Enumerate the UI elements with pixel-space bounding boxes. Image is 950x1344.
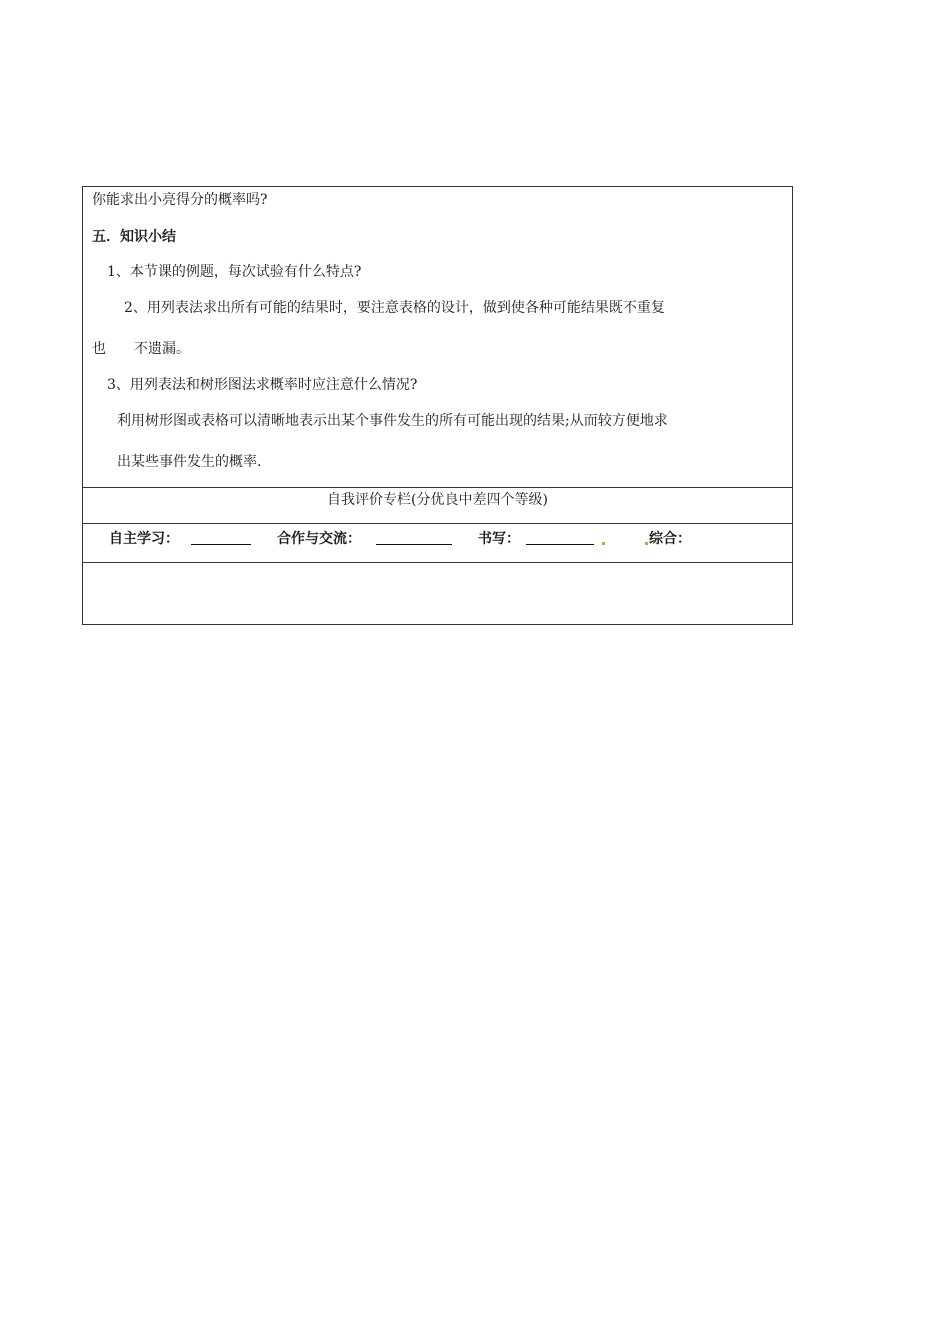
self-study-label: 自主学习：: [109, 531, 179, 547]
evaluation-notes-area[interactable]: [83, 563, 792, 623]
mark-dot: [645, 542, 648, 545]
self-study-blank[interactable]: [191, 530, 251, 545]
summary-item-3: 3、用列表法和树形图法求概率时应注意什么情况?: [107, 377, 418, 393]
question-text: 你能求出小亮得分的概率吗?: [92, 192, 268, 208]
summary-item-2-line-2a: 也: [92, 341, 106, 357]
divider: [83, 487, 792, 488]
writing-label: 书写：: [478, 531, 520, 547]
answer-line-2: 出某些事件发生的概率.: [117, 454, 262, 470]
answer-line-1: 利用树形图或表格可以清晰地表示出某个事件发生的所有可能出现的结果;从而较方便地求: [117, 413, 668, 429]
summary-item-2-line-2b: 不遗漏。: [134, 341, 190, 357]
overall-label: 综合：: [649, 531, 691, 547]
summary-table: [82, 186, 793, 625]
evaluation-header: 自我评价专栏(分优良中差四个等级): [327, 492, 548, 508]
section-title: 五．知识小结: [92, 229, 176, 245]
divider: [83, 523, 792, 524]
mark-dot: [602, 542, 605, 545]
cooperation-label: 合作与交流：: [277, 531, 361, 547]
cooperation-blank[interactable]: [376, 530, 452, 545]
writing-blank[interactable]: [526, 530, 594, 545]
summary-item-1: 1、本节课的例题，每次试验有什么特点?: [107, 264, 362, 280]
summary-item-2-line-1: 2、用列表法求出所有可能的结果时，要注意表格的设计，做到使各种可能结果既不重复: [124, 300, 665, 316]
